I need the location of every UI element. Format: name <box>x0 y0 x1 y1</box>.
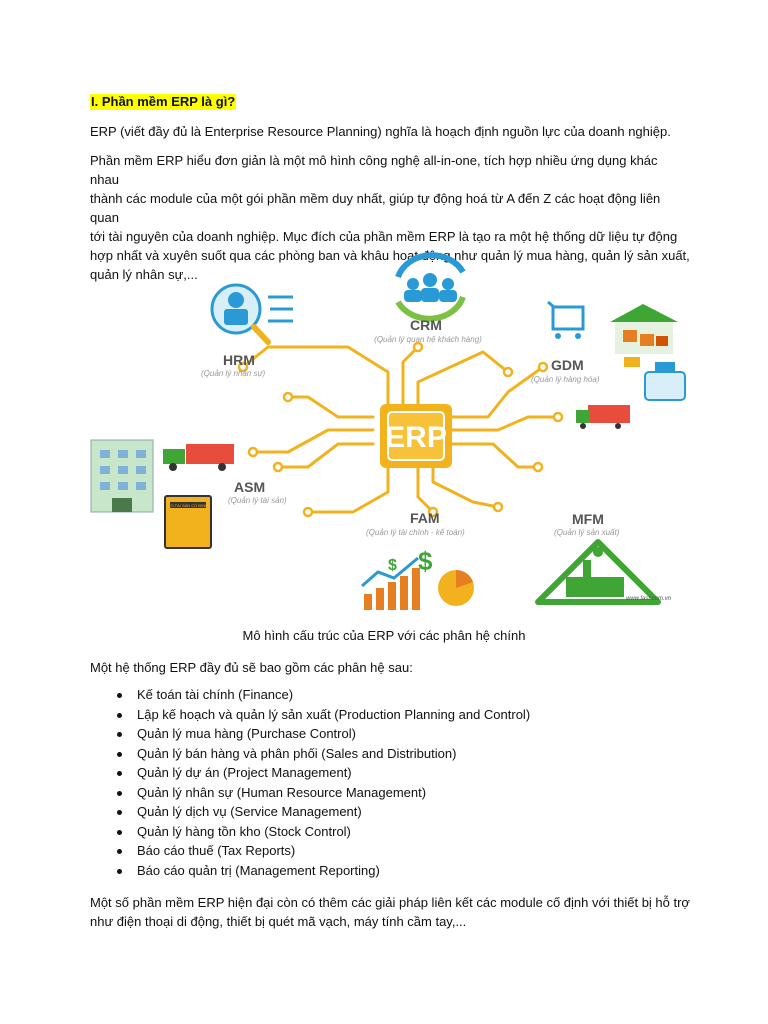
crm-cycle-icon <box>398 255 463 318</box>
crm-label: CRM <box>410 317 442 333</box>
list-item: Quản lý dự án (Project Management) <box>90 763 530 783</box>
list-item: Quản lý nhân sự (Human Resource Management) <box>90 783 530 803</box>
mfm-sub-label: (Quản lý sản xuất) <box>554 528 620 537</box>
erp-module-diagram <box>88 252 688 622</box>
hrm-sub-label: (Quản lý nhân sự) <box>201 369 266 378</box>
list-item: Quản lý hàng tồn kho (Stock Control) <box>90 822 530 842</box>
gdm-register-icon <box>624 357 685 400</box>
list-item: Báo cáo thuế (Tax Reports) <box>90 841 530 861</box>
paragraph-erp-definition: ERP (viết đầy đủ là Enterprise Resource Planning) nghĩa là hoạch định nguồn lực của doanh nghiệp. <box>90 124 671 139</box>
paragraph-line: thành các module của một gói phần mềm duy nhất, giúp tự động hoá từ A đến Z các hoạt động liên quan <box>90 191 661 225</box>
gdm-sub-label: (Quản lý hàng hóa) <box>531 375 600 384</box>
gdm-warehouse-icon <box>610 304 678 354</box>
dollar-sign-small: $ <box>388 557 397 574</box>
section-heading: I. Phần mềm ERP là gì? <box>91 94 236 109</box>
gdm-cart-icon <box>548 302 583 339</box>
paragraph-module-intro: Một hệ thống ERP đầy đủ sẽ bao gồm các phân hệ sau: <box>90 660 413 675</box>
diagram-caption: Mô hình cấu trúc của ERP với các phân hệ chính <box>242 628 526 643</box>
dollar-sign-large: $ <box>418 546 433 576</box>
mfm-factory-icon <box>538 542 658 602</box>
paragraph-line: Phần mềm ERP hiểu đơn giản là một mô hình công nghệ all-in-one, tích hợp nhiều ứng dụng khác nhau <box>90 153 658 187</box>
paragraph-line: tới tài nguyên của doanh nghiệp. Mục đích của phần mềm ERP là tạo ra một hệ thống dữ liệu tự động <box>90 229 678 244</box>
list-item: Lập kế hoạch và quản lý sản xuất (Production Planning and Control) <box>90 705 530 725</box>
gdm-truck-icon <box>576 405 630 429</box>
erp-chip-icon <box>380 404 452 468</box>
list-item: Quản lý dịch vụ (Service Management) <box>90 802 530 822</box>
gdm-label: GDM <box>551 357 584 373</box>
hrm-person-magnifier-icon <box>212 285 293 342</box>
erp-module-list <box>90 685 530 880</box>
asm-sub-label: (Quản lý tài sản) <box>228 496 287 505</box>
asm-label: ASM <box>234 479 266 495</box>
fam-finance-chart-icon <box>362 546 474 610</box>
paragraph-line: quản lý nhân sự,... <box>90 267 198 282</box>
crm-sub-label: (Quản lý quan hệ khách hàng) <box>374 335 482 344</box>
paragraph-line: Một số phần mềm ERP hiện đại còn có thêm các giải pháp liên kết các module cố định với thiết bị hỗ trợ <box>90 895 690 910</box>
asm-building-icon <box>91 440 153 512</box>
paragraph-modern-erp <box>90 893 690 931</box>
asm-ledger-book-icon <box>165 496 211 548</box>
fam-label: FAM <box>410 510 440 526</box>
paragraph-line: hợp nhất và xuyên suốt qua các phòng ban và khâu hoạt động như quản lý mua hàng, quản lý sản xuất, <box>90 248 690 263</box>
website-watermark: www.fast.com.vn <box>626 596 672 602</box>
hrm-label: HRM <box>223 352 255 368</box>
list-item: Báo cáo quản trị (Management Reporting) <box>90 861 530 881</box>
mfm-label: MFM <box>572 511 604 527</box>
erp-center-label: ERP <box>385 421 447 454</box>
list-item: Kế toán tài chính (Finance) <box>90 685 530 705</box>
list-item: Quản lý mua hàng (Purchase Control) <box>90 724 530 744</box>
asm-truck-icon <box>163 444 234 471</box>
fam-sub-label: (Quản lý tài chính - kế toán) <box>366 528 465 537</box>
ledger-book-title: SỔ TÀI SẢN CỐ ĐỊNH <box>167 503 209 508</box>
paragraph-line: như điện thoại di động, thiết bị quét mã vạch, máy tính cầm tay,... <box>90 914 467 929</box>
list-item: Quản lý bán hàng và phân phối (Sales and Distribution) <box>90 744 530 764</box>
